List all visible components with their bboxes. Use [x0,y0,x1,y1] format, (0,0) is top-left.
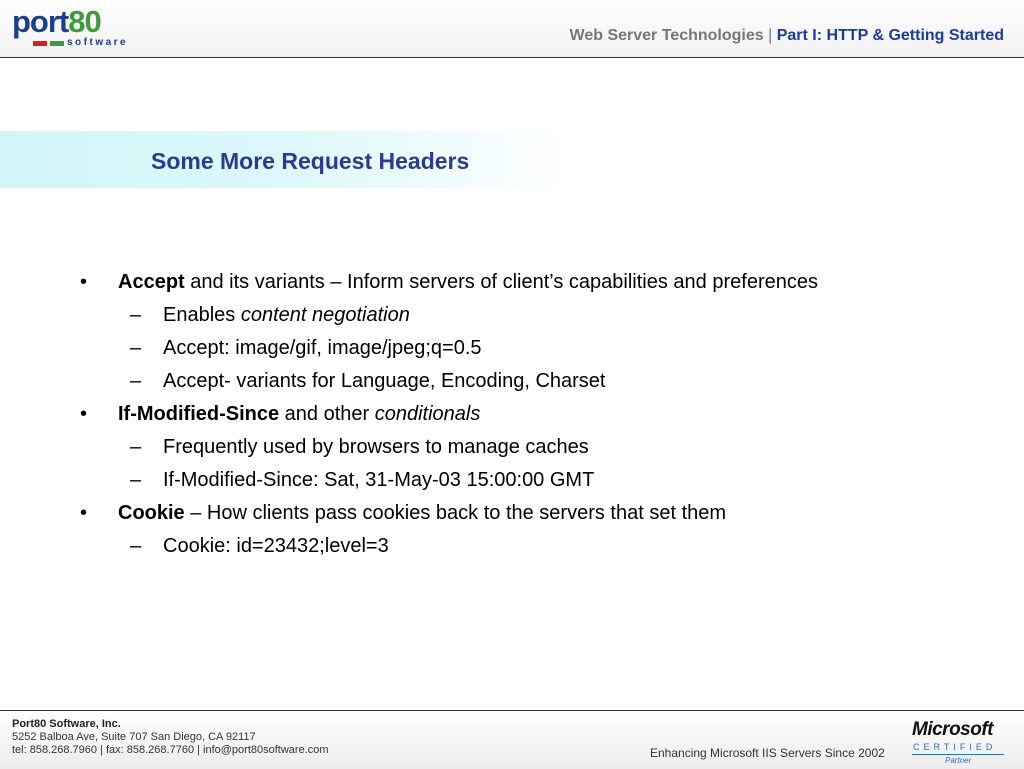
course-title: Web Server Technologies [569,27,764,44]
text-segment: Frequently used by browsers to manage caches [163,436,589,458]
header-separator: | [768,27,773,44]
microsoft-certified-partner-logo [912,720,1012,766]
bullet-item [80,266,980,299]
bullet-mark: • [80,403,88,425]
sub-bullet-item [80,530,980,563]
sub-bullet-item [80,332,980,365]
dash-mark: – [130,469,142,491]
partner-label: Partner [945,756,972,765]
text-segment: and other [279,403,375,425]
sub-bullet-item [80,365,980,398]
bullet-mark: • [80,502,88,524]
bullet-mark: • [80,271,88,293]
text-segment: If-Modified-Since [118,403,280,425]
bullet-text [163,464,594,497]
bullet-item [80,497,980,530]
bullet-list [80,266,980,563]
bullet-text [163,365,605,398]
badge-divider [912,754,1004,755]
text-segment: Accept [118,271,185,293]
header-title [570,27,1004,45]
bullet-text [118,497,726,530]
dash-mark: – [130,337,142,359]
text-segment: conditionals [374,403,481,425]
text-segment: Accept: image/gif, image/jpeg;q=0.5 [163,337,482,359]
slide-header [0,0,1024,58]
text-segment: content negotiation [240,304,410,326]
bullet-text [163,299,410,332]
text-segment: and its variants – Inform servers of client’s capabilities and preferences [184,271,818,293]
text-segment: If-Modified-Since: Sat, 31-May-03 15:00:00 GMT [163,469,595,491]
company-contact: tel: 858.268.7960 | fax: 858.268.7760 | info@port80software.com [12,744,329,756]
dash-mark: – [130,436,142,458]
bullet-text [163,530,389,563]
company-address: 5252 Balboa Ave, Suite 707 San Diego, CA 92117 [12,731,256,743]
certified-label: CERTIFIED [913,742,997,752]
text-segment: Accept- variants for Language, Encoding, Charset [163,370,606,392]
logo-red-bar [33,41,47,46]
port80-logo [12,4,142,50]
sub-bullet-item [80,464,980,497]
logo-software: software [67,37,129,48]
slide-title: Some More Request Headers [151,148,470,174]
footer-tagline: Enhancing Microsoft IIS Servers Since 2002 [650,746,885,760]
logo-green-bar [50,41,64,46]
sub-bullet-item [80,431,980,464]
sub-bullet-item [80,299,980,332]
microsoft-wordmark: Microsoft [912,719,993,740]
slide-footer [0,710,1024,769]
bullet-text [118,266,818,299]
logo-port: port [12,4,69,39]
text-segment: Enables [163,304,241,326]
bullet-text [163,332,482,365]
logo-80: 80 [68,4,101,39]
logo-wordmark [12,4,101,40]
part-title: Part I: HTTP & Getting Started [776,27,1004,44]
company-name: Port80 Software, Inc. [12,718,121,730]
text-segment: Cookie: id=23432;level=3 [163,535,389,557]
dash-mark: – [130,304,142,326]
dash-mark: – [130,535,142,557]
bullet-text [118,398,480,431]
text-segment: – How clients pass cookies back to the servers that set them [184,502,727,524]
text-segment: Cookie [118,502,185,524]
bullet-text [163,431,589,464]
company-info [12,718,329,757]
bullet-item [80,398,980,431]
dash-mark: – [130,370,142,392]
